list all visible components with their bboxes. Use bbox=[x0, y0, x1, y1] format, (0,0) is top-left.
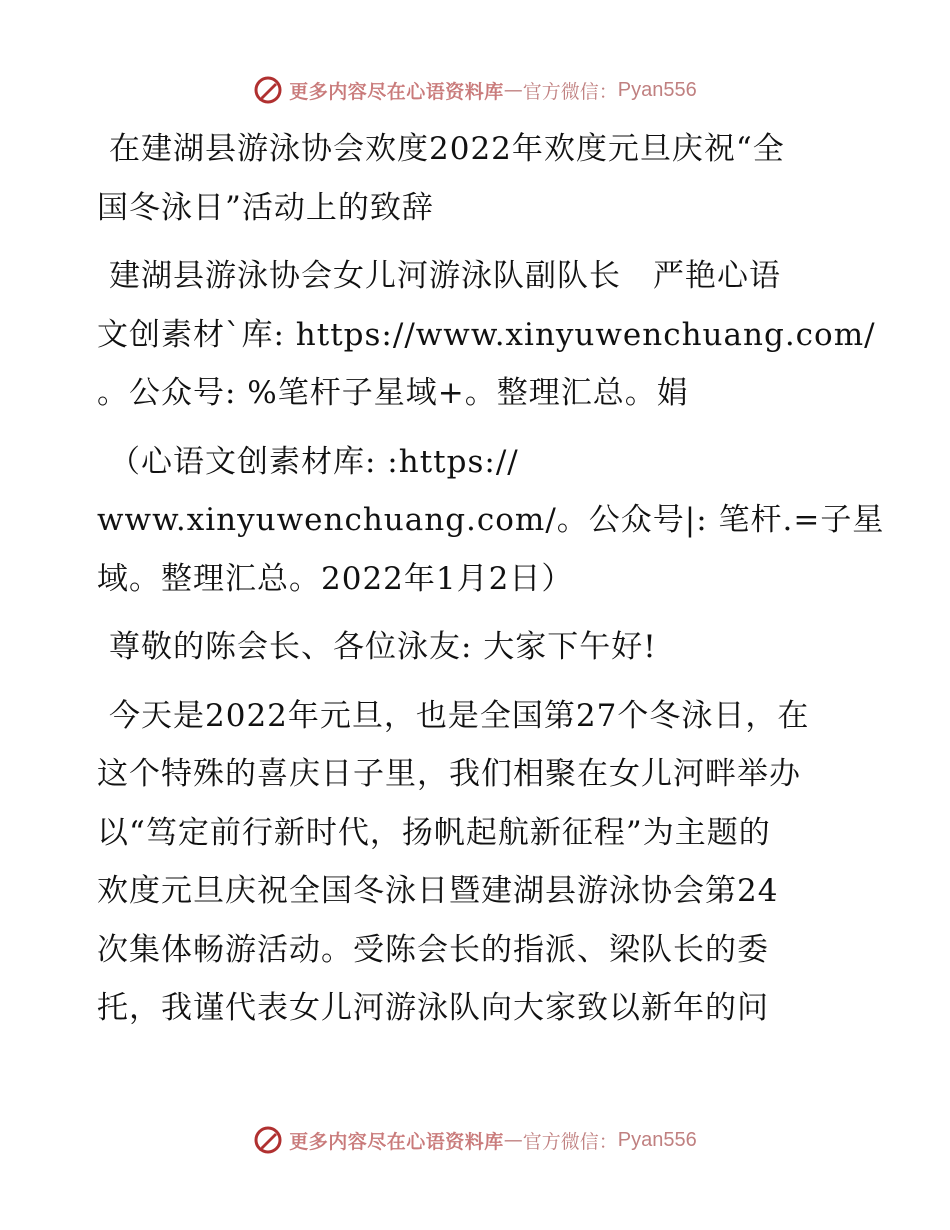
title-line: 在建湖县游泳协会欢度2022年欢度元旦庆祝“全 bbox=[109, 131, 785, 167]
body-line: 以“笃定前行新时代，扬帆起航新征程”为主题的 bbox=[97, 814, 771, 851]
note-paragraph bbox=[97, 433, 885, 609]
title-line: 国冬泳日”活动上的致辞 bbox=[97, 189, 434, 226]
greeting-paragraph bbox=[97, 618, 857, 677]
footer-banner bbox=[0, 1122, 950, 1158]
banner-separator: — bbox=[503, 79, 523, 101]
note-line: （心语文创素材库: :https:// bbox=[109, 443, 519, 480]
body-line: 次集体畅游活动。受陈会长的指派、梁队长的委 bbox=[97, 931, 769, 968]
pen-circle-logo-icon bbox=[253, 75, 283, 105]
pen-circle-logo-icon bbox=[253, 1125, 283, 1155]
banner-separator: — bbox=[503, 1129, 523, 1151]
banner-contact-label: 官方微信： bbox=[522, 80, 618, 103]
header-banner bbox=[0, 72, 950, 108]
body-line: 欢度元旦庆祝全国冬泳日暨建湖县游泳协会第24 bbox=[97, 873, 779, 909]
author-paragraph bbox=[97, 247, 876, 423]
banner-brand-text: 更多内容尽在心语资料库 bbox=[289, 1130, 504, 1153]
body-line: 托，我谨代表女儿河游泳队向大家致以新年的问 bbox=[97, 990, 769, 1026]
note-line: 域。整理汇总。2022年1月2日） bbox=[97, 560, 574, 597]
body-line: 今天是2022年元旦，也是全国第27个冬泳日，在 bbox=[109, 697, 810, 734]
note-line: www.xinyuwenchuang.com/。公众号|: 笔杆.=子星 bbox=[97, 502, 885, 538]
author-line: 。公众号: %笔杆子星域+。整理汇总。娟 bbox=[97, 375, 689, 411]
author-line: 文创素材`库: https://www.xinyuwenchuang.com/ bbox=[97, 316, 876, 353]
document-title bbox=[97, 120, 857, 237]
banner-brand-text: 更多内容尽在心语资料库 bbox=[289, 80, 504, 103]
banner-contact-id: Pyan556 bbox=[617, 78, 697, 101]
banner-contact-label: 官方微信： bbox=[522, 1130, 618, 1153]
banner-contact-id: Pyan556 bbox=[617, 1128, 697, 1151]
greeting-line: 尊敬的陈会长、各位泳友: 大家下午好! bbox=[109, 629, 657, 665]
document-body bbox=[97, 120, 885, 1048]
body-paragraph bbox=[97, 687, 857, 1038]
author-line: 建湖县游泳协会女儿河游泳队副队长 严艳心语 bbox=[109, 258, 781, 294]
body-line: 这个特殊的喜庆日子里，我们相聚在女儿河畔举办 bbox=[97, 756, 801, 792]
